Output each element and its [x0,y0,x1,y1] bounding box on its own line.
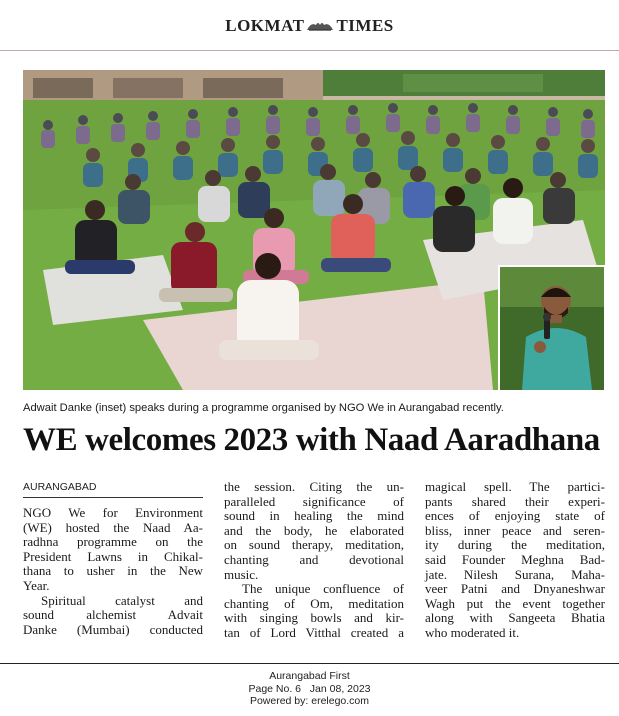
article-line: Danke (Mumbai) conducted [23,621,203,637]
dateline: AURANGABAD [23,481,203,498]
masthead-logo [0,16,619,36]
masthead [0,0,619,51]
page-footer [0,670,619,708]
speaker-inset-illustration [500,267,604,390]
article-line: and the body, he elaborated [224,522,404,538]
article-line: President Lawns in Chikal- [23,548,203,564]
article-line: NGO We for Environment [23,505,203,520]
article-line: ity during the meditation, [425,537,605,553]
article-line: bliss, inner peace and seren- [425,522,605,538]
article-line: magical spell. The partici- [425,479,605,494]
article-line: Year. [23,577,50,593]
article-line: Wagh put the event together [425,595,605,611]
article-line: with singing bowls and kir- [224,610,404,626]
lion-emblem-icon [305,20,335,32]
article-line: pants shared their experi- [425,493,605,509]
inset-photo [498,265,606,392]
article-line: the session. Citing the un- [224,479,404,494]
footer-divider [0,663,619,664]
footer-page-date [0,683,619,696]
article-line: radhna programme on the [23,534,203,550]
article-line: ences of enjoying state of [425,508,605,524]
article-line: sound alchemist Advait [23,607,203,623]
footer-powered-link[interactable]: Powered by: erelego.com [249,695,370,707]
article-line: along with Sangeeta Bhatia [425,610,605,626]
article-line: The unique confluence of [242,581,404,597]
headline: WE welcomes 2023 with Naad Aaradhana [23,422,600,458]
masthead-left-word: LOKMAT [225,16,305,35]
article-line: veer Patni and Dnyaneshwar [425,581,605,597]
article-column-3 [425,480,605,641]
article-line: chanting and devotional [224,551,404,567]
article-line: music. [224,566,259,582]
article-line: (WE) hosted the Naad Aa- [23,519,203,535]
footer-edition: Aurangabad First [269,670,350,682]
footer-date: Jan 08, 2023 [309,682,371,695]
article-line: chanting of Om, meditation [224,595,404,611]
article-line: said Founder Meghna Bad- [425,551,605,567]
footer-page: Page No. 6 [248,682,302,695]
article-line: Spiritual catalyst and [41,592,203,608]
article-column-2 [224,480,404,641]
article-line: paralleled significance of [224,493,404,509]
article-line: sound in healing the mind [224,508,404,524]
article-line: tan of Lord Vitthal created a [224,624,404,640]
article-line: who moderated it. [425,624,520,640]
article-line: jate. Nilesh Surana, Maha- [425,566,605,582]
masthead-right-word: TIMES [336,16,394,35]
photo-caption: Adwait Danke (inset) speaks during a programme organised by NGO We in Aurangabad recently. [23,402,504,414]
article-column-1 [23,506,203,637]
article-line: on sound therapy, meditation, [224,537,404,553]
article-line: thana to usher in the New [23,563,203,579]
